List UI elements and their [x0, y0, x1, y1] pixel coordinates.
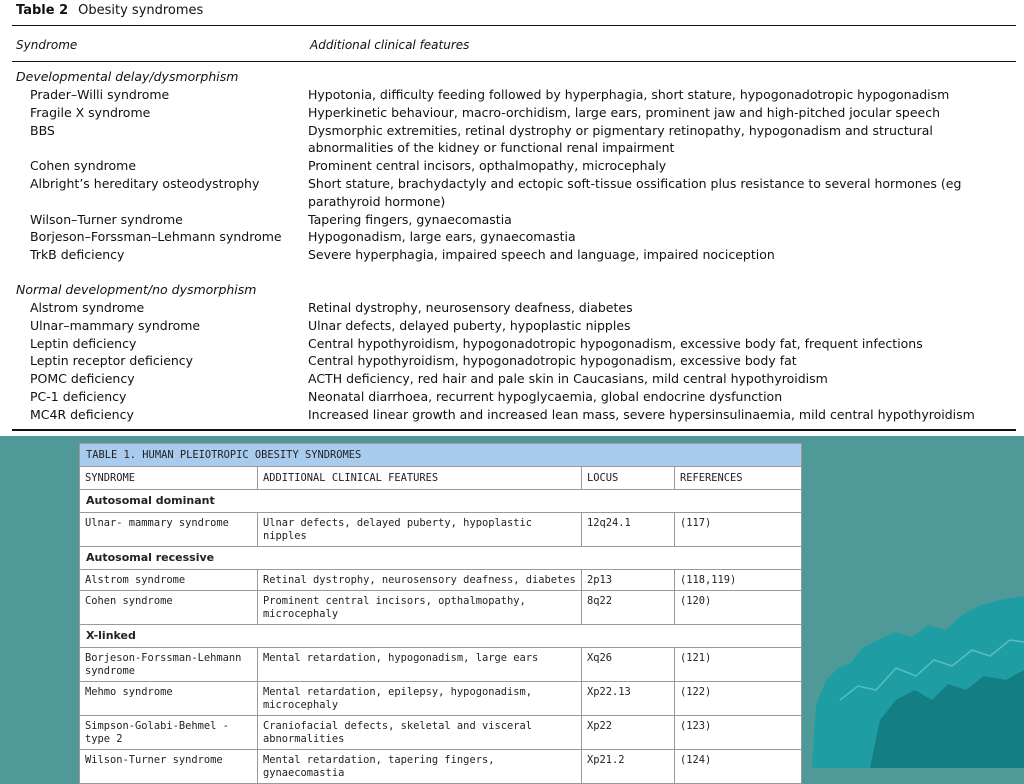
table2-syndrome-cell: Borjeson–Forssman–Lehmann syndrome — [30, 229, 282, 245]
table2-features-cell: Neonatal diarrhoea, recurrent hypoglycaemia, global endocrine dysfunction — [308, 388, 783, 404]
table2-row — [16, 317, 1016, 335]
table2-row — [16, 157, 1016, 175]
table2-row — [16, 352, 1016, 370]
table1-locus-cell: Xp22.13 — [582, 682, 675, 715]
table1-section-heading: X-linked — [80, 625, 801, 648]
table1-reference-cell: (124) — [680, 754, 712, 766]
table1-reference-cell: (121) — [680, 652, 712, 664]
table2-row — [16, 175, 1016, 211]
table2-row — [16, 335, 1016, 353]
table1-col-features: ADDITIONAL CLINICAL FEATURES — [258, 467, 582, 489]
table1-reference-cell: (123) — [680, 720, 712, 732]
table1-row — [80, 513, 801, 547]
table1-section-heading: Autosomal dominant — [80, 490, 801, 513]
table2-syndrome-cell: Leptin deficiency — [30, 335, 137, 351]
table1-syndrome-cell: Borjeson-Forssman-Lehmann syndrome — [80, 648, 258, 681]
table2-col-features: Additional clinical features — [310, 38, 470, 52]
table2-features-cell: ACTH deficiency, red hair and pale skin in Caucasians, mild central hypothyroidism — [308, 371, 828, 387]
table2-syndrome-cell: Leptin receptor deficiency — [30, 353, 194, 369]
table1-features-cell: Mental retardation, hypogonadism, large ears — [258, 648, 582, 681]
table2-syndrome-cell: Fragile X syndrome — [30, 104, 151, 120]
table2-syndrome-cell: POMC deficiency — [30, 371, 135, 387]
table1-syndrome-cell: Wilson-Turner syndrome — [80, 750, 258, 783]
table2-row — [16, 122, 1016, 158]
table2-syndrome-cell: Wilson–Turner syndrome — [30, 211, 183, 227]
table2-syndrome-cell: Cohen syndrome — [30, 158, 137, 174]
table2-top-rule — [12, 25, 1016, 26]
table1-locus-cell: 8q22 — [582, 591, 675, 624]
table2-features-cell: Hypogonadism, large ears, gynaecomastia — [308, 229, 576, 245]
table2-title — [16, 3, 203, 18]
table1-section-heading: Autosomal recessive — [80, 547, 801, 570]
table1-features-cell: Retinal dystrophy, neurosensory deafness, diabetes — [258, 570, 582, 590]
table1-syndrome-cell: Simpson-Golabi-Behmel - type 2 — [80, 716, 258, 749]
table2-syndrome-cell: Albright’s hereditary osteodystrophy — [30, 175, 260, 191]
table1-locus-cell: Xq26 — [582, 648, 675, 681]
table2-row — [16, 246, 1016, 264]
table2-col-syndrome: Syndrome — [16, 38, 78, 52]
table2-syndrome-cell: PC-1 deficiency — [30, 388, 127, 404]
table2-syndrome-cell: MC4R deficiency — [30, 406, 134, 422]
table2-bottom-rule — [12, 429, 1016, 431]
table1-syndrome-cell: Ulnar- mammary syndrome — [80, 513, 258, 546]
table1-features-cell: Ulnar defects, delayed puberty, hypoplastic nipples — [258, 513, 582, 546]
table1-reference-cell: (118,119) — [680, 574, 737, 586]
table1-row — [80, 682, 801, 716]
table1-title: TABLE 1. HUMAN PLEIOTROPIC OBESITY SYNDROMES — [80, 444, 801, 467]
table1-syndrome-cell: Mehmo syndrome — [80, 682, 258, 715]
table1-row — [80, 716, 801, 750]
table1-locus-cell: 12q24.1 — [582, 513, 675, 546]
table2-syndrome-cell: Prader–Willi syndrome — [30, 87, 170, 102]
table2-header-rule — [12, 61, 1016, 62]
table1-reference-cell: (120) — [680, 595, 712, 607]
table1-locus-cell: 2p13 — [582, 570, 675, 590]
table2-features-cell: Hyperkinetic behaviour, macro-orchidism, large ears, prominent jaw and high-pitched jocular speech — [308, 104, 941, 120]
table2-label: Table 2 — [16, 3, 69, 18]
table1-body — [80, 490, 801, 783]
table2-features-cell: Dysmorphic extremities, retinal dystrophy or pigmentary retinopathy, hypogonadism and structural abnormalities of the kidney or functional renal impairment — [308, 122, 933, 156]
table2-syndrome-cell: BBS — [30, 122, 55, 138]
section-spacer — [16, 264, 1016, 281]
table2-row — [16, 299, 1016, 317]
table2-syndrome-cell: TrkB deficiency — [30, 247, 125, 263]
table1-row — [80, 570, 801, 591]
table1 — [79, 443, 802, 784]
table2-features-cell: Prominent central incisors, opthalmopathy, microcephaly — [308, 158, 667, 174]
table2-section-heading: Normal development/no dysmorphism — [16, 281, 257, 297]
table2-features-cell: Tapering fingers, gynaecomastia — [308, 211, 512, 227]
table1-syndrome-cell: Alstrom syndrome — [80, 570, 258, 590]
table1-syndrome-cell: Cohen syndrome — [80, 591, 258, 624]
table2-features-cell: Ulnar defects, delayed puberty, hypoplastic nipples — [308, 317, 631, 333]
table2-caption: Obesity syndromes — [78, 3, 204, 18]
table2-body — [16, 68, 1016, 424]
table2-row — [16, 228, 1016, 246]
table1-locus-cell: Xp21.2 — [582, 750, 675, 783]
table1-reference-cell: (122) — [680, 686, 712, 698]
table1-features-cell: Prominent central incisors, opthalmopathy, microcephaly — [258, 591, 582, 624]
table2-header — [16, 38, 1016, 56]
table1-col-syndrome: SYNDROME — [80, 467, 258, 489]
table1-locus-cell: Xp22 — [582, 716, 675, 749]
table2-row — [16, 86, 1016, 104]
table1-row — [80, 648, 801, 682]
table2-row — [16, 406, 1016, 424]
table1-row — [80, 591, 801, 625]
table2-features-cell: Central hypothyroidism, hypogonadotropic hypogonadism, excessive body fat, frequent infections — [308, 335, 923, 351]
table1-features-cell: Mental retardation, tapering fingers, gynaecomastia — [258, 750, 582, 783]
table2-row — [16, 104, 1016, 122]
table1-col-references: REFERENCES — [680, 472, 743, 484]
table2-features-cell: Central hypothyroidism, hypogonadotropic hypogonadism, excessive body fat — [308, 353, 797, 369]
table2-section-heading: Developmental delay/dysmorphism — [16, 69, 239, 84]
table2-features-cell: Severe hyperphagia, impaired speech and language, impaired nociception — [308, 247, 775, 263]
table2-features-cell: Increased linear growth and increased lean mass, severe hypersinsulinaemia, mild central hypothyroidism — [308, 406, 975, 422]
table2-features-cell: Short stature, brachydactyly and ectopic soft-tissue ossification plus resistance to several hormones (eg parathyroid hormone) — [308, 175, 962, 209]
table1-reference-cell: (117) — [680, 517, 712, 529]
table1-col-locus: LOCUS — [582, 467, 675, 489]
table2-syndrome-cell: Alstrom syndrome — [30, 299, 145, 315]
table1-features-cell: Craniofacial defects, skeletal and visceral abnormalities — [258, 716, 582, 749]
table1-header-row — [80, 467, 801, 490]
table2-syndrome-cell: Ulnar–mammary syndrome — [30, 317, 201, 333]
table2-features-cell: Hypotonia, difficulty feeding followed by hyperphagia, short stature, hypogonadotropic hypogonadism — [308, 87, 950, 102]
table2-row — [16, 370, 1016, 388]
table2-row — [16, 388, 1016, 406]
table2-row — [16, 211, 1016, 229]
table2-features-cell: Retinal dystrophy, neurosensory deafness, diabetes — [308, 299, 633, 315]
table1-features-cell: Mental retardation, epilepsy, hypogonadism, microcephaly — [258, 682, 582, 715]
table1-row — [80, 750, 801, 783]
